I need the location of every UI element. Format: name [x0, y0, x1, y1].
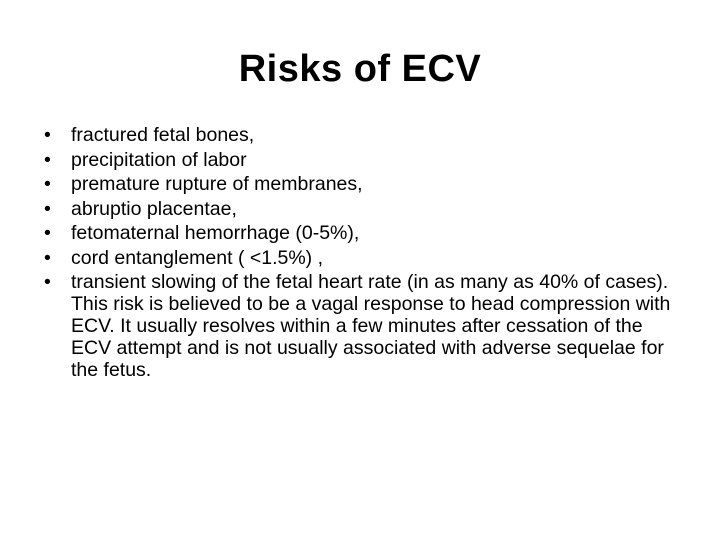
bullet-text: precipitation of labor	[71, 148, 247, 171]
bullet-icon: •	[44, 246, 51, 269]
list-item	[44, 149, 684, 171]
bullet-icon: •	[44, 197, 51, 220]
list-item	[44, 124, 684, 146]
list-item	[44, 222, 684, 244]
bullet-text: fetomaternal hemorrhage (0-5%),	[71, 222, 360, 244]
list-item	[44, 173, 684, 195]
bullet-text: fractured fetal bones,	[71, 124, 255, 146]
bullet-icon: •	[44, 271, 51, 293]
bullet-icon: •	[44, 222, 51, 244]
bullet-list	[44, 124, 684, 384]
bullet-text: premature rupture of membranes,	[71, 173, 363, 195]
bullet-text: cord entanglement ( <1.5%) ,	[71, 246, 324, 269]
bullet-text: transient slowing of the fetal heart rate (in as many as 40% of cases). This risk is believed to be a vagal response to head compression with ECV. It usually resolves within a few minutes after cessation of the ECV attempt and is not usually associated with adverse sequelae for the fetus.	[71, 271, 671, 381]
list-item	[44, 247, 684, 269]
bullet-icon: •	[44, 124, 51, 146]
list-item	[44, 271, 684, 381]
list-item	[44, 198, 684, 220]
bullet-text: abruptio placentae,	[71, 197, 237, 220]
slide-title: Risks of ECV	[238, 48, 482, 90]
bullet-icon: •	[44, 148, 51, 171]
bullet-icon: •	[44, 173, 51, 195]
